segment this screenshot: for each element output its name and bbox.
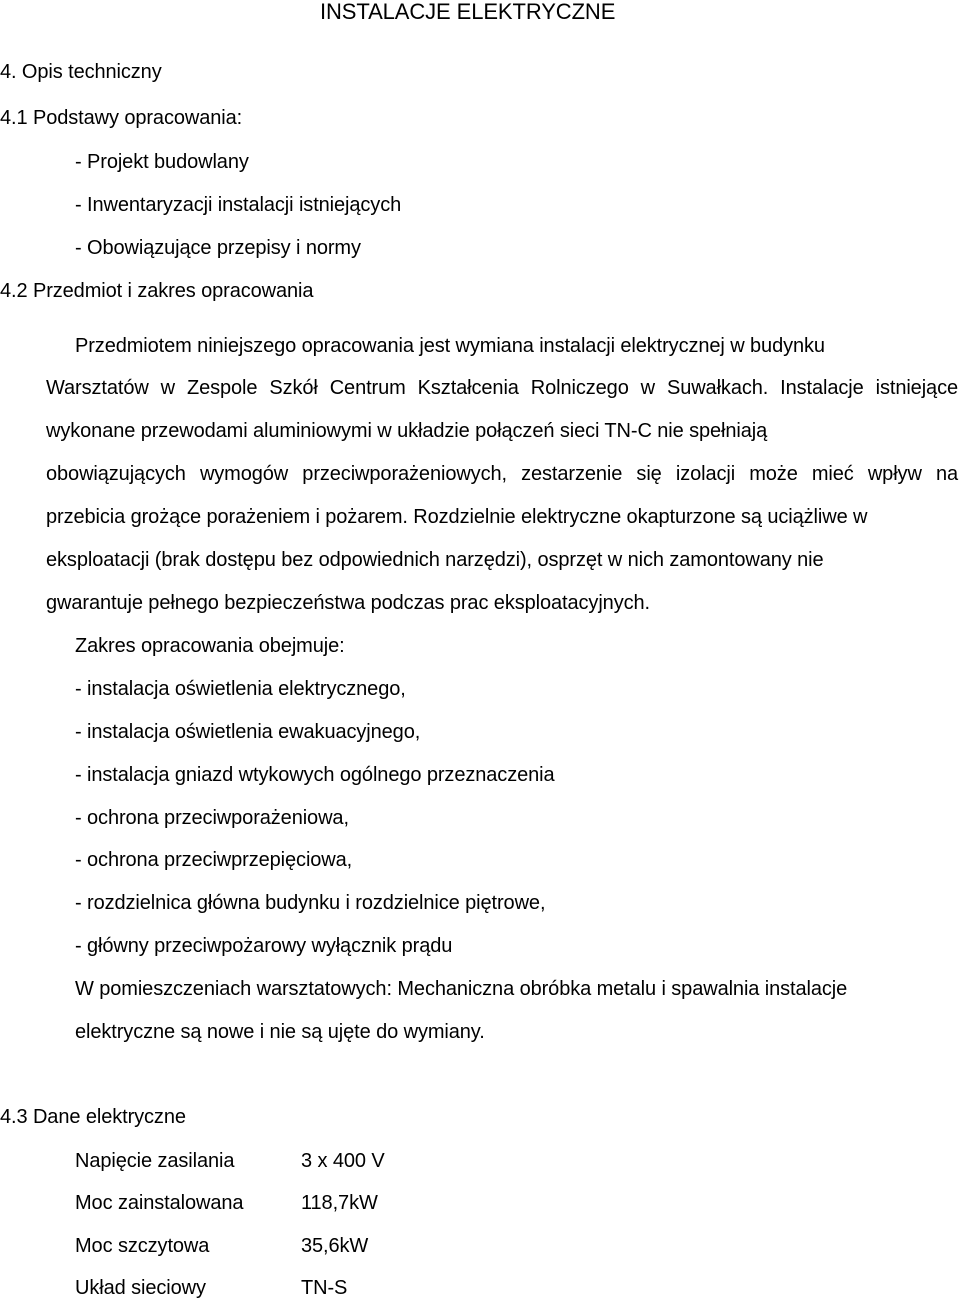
subject-heading: 4.2 Przedmiot i zakres opracowania <box>0 280 314 302</box>
data-value: 3 x 400 V <box>301 1150 385 1172</box>
data-label: Moc szczytowa <box>75 1235 210 1257</box>
data-label: Układ sieciowy <box>75 1277 206 1299</box>
data-label: Napięcie zasilania <box>75 1150 235 1172</box>
paragraph-line: Warsztatów w Zespole Szkół Centrum Kształcenia Rolniczego w Suwałkach. Instalacje istniejące <box>46 377 958 399</box>
scope-item: - rozdzielnica główna budynku i rozdzielnice piętrowe, <box>75 892 546 914</box>
basis-item: - Inwentaryzacji instalacji istniejących <box>75 194 402 216</box>
section-heading: 4. Opis techniczny <box>0 61 162 83</box>
paragraph-line: wykonane przewodami aluminiowymi w układzie połączeń sieci TN-C nie spełniają <box>46 420 768 442</box>
scope-intro: Zakres opracowania obejmuje: <box>75 635 345 657</box>
note-line: W pomieszczeniach warsztatowych: Mechaniczna obróbka metalu i spawalnia instalacje <box>75 978 848 1000</box>
paragraph-line: eksploatacji (brak dostępu bez odpowiednich narzędzi), osprzęt w nich zamontowany nie <box>46 549 824 571</box>
paragraph-line: obowiązujących wymogów przeciwporażeniowych, zestarzenie się izolacji może mieć wpływ na <box>46 463 958 485</box>
scope-item: - instalacja oświetlenia ewakuacyjnego, <box>75 721 421 743</box>
data-value: 118,7kW <box>301 1192 378 1214</box>
data-value: TN-S <box>301 1277 348 1299</box>
scope-item: - ochrona przeciwprzepięciowa, <box>75 849 353 871</box>
data-label: Moc zainstalowana <box>75 1192 244 1214</box>
document-title: INSTALACJE ELEKTRYCZNE <box>320 0 616 24</box>
paragraph-line: Przedmiotem niniejszego opracowania jest wymiana instalacji elektrycznej w budynku <box>75 335 825 357</box>
scope-item: - ochrona przeciwporażeniowa, <box>75 807 349 829</box>
scope-item: - instalacja oświetlenia elektrycznego, <box>75 678 406 700</box>
electrical-data-heading: 4.3 Dane elektryczne <box>0 1106 186 1128</box>
paragraph-line: gwarantuje pełnego bezpieczeństwa podczas prac eksploatacyjnych. <box>46 592 650 614</box>
basis-item: - Projekt budowlany <box>75 151 249 173</box>
scope-item: - główny przeciwpożarowy wyłącznik prądu <box>75 935 453 957</box>
note-line: elektryczne są nowe i nie są ujęte do wymiany. <box>75 1021 485 1043</box>
data-value: 35,6kW <box>301 1235 369 1257</box>
paragraph-line: przebicia grożące porażeniem i pożarem. Rozdzielnie elektryczne okapturzone są uciążliwe w <box>46 506 868 528</box>
basis-heading: 4.1 Podstawy opracowania: <box>0 107 243 129</box>
basis-item: - Obowiązujące przepisy i normy <box>75 237 361 259</box>
scope-item: - instalacja gniazd wtykowych ogólnego przeznaczenia <box>75 764 555 786</box>
